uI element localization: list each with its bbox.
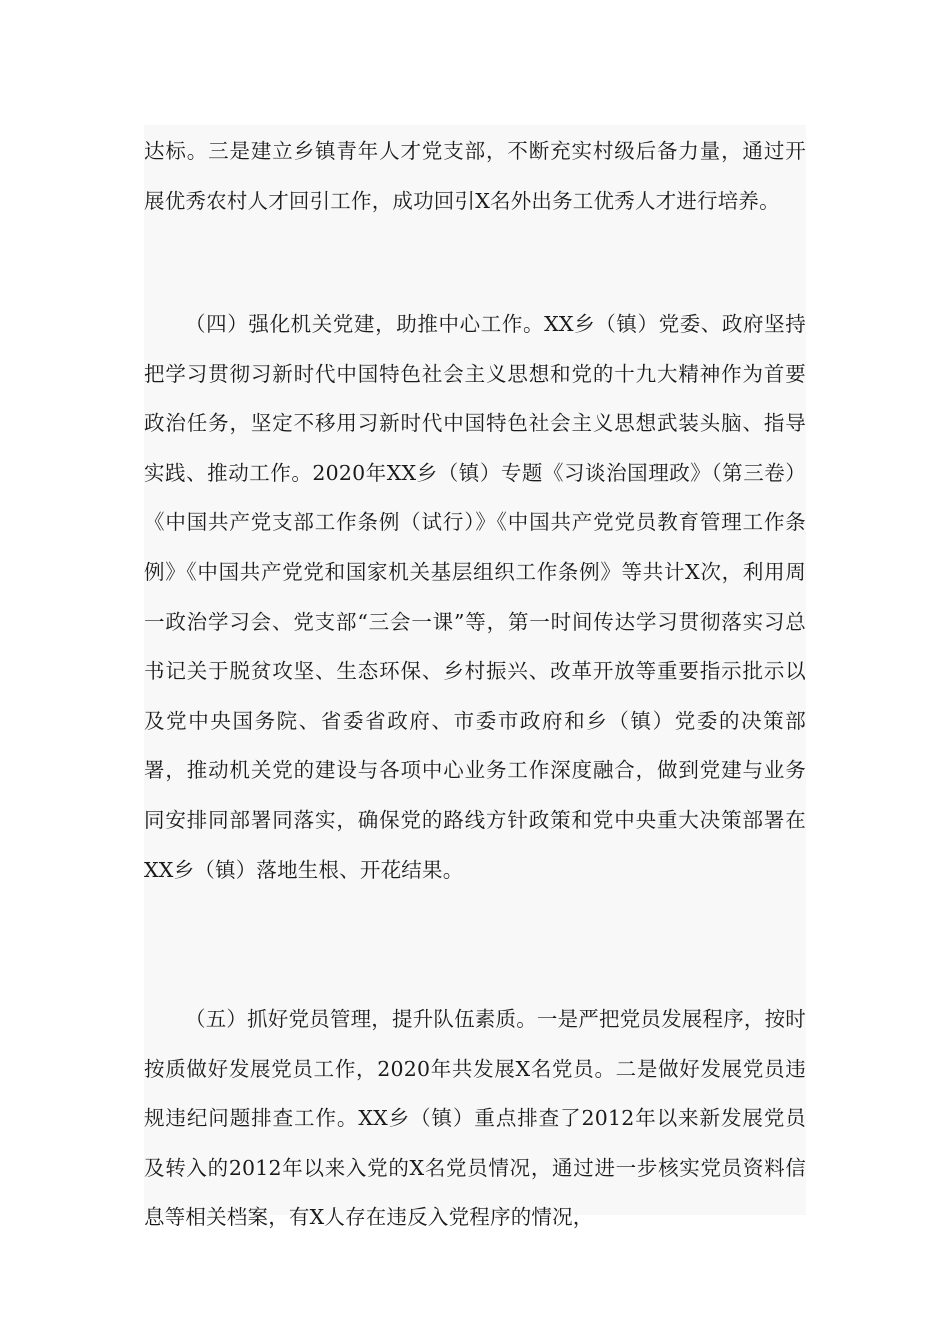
paragraph-2: （四）强化机关党建，助推中心工作。XX乡（镇）党委、政府坚持把学习贯彻习新时代中国特色社会主义思想和党的十九大精神作为首要政治任务，坚定不移用习新时代中国特色社会主义思想武装头脑、指导实践、推动工作。2020年XX乡（镇）专题《习谈治国理政》（第三卷）《中国共产党支部工作条例（试行）》《中国共产党党员教育管理工作条例》《中国共产党党和国家机关基层组织工作条例》等共计X次，利用周一政治学习会、党支部“三会一课”等，第一时间传达学习贯彻落实习总书记关于脱贫攻坚、生态环保、乡村振兴、改革开放等重要指示批示以及党中央国务院、省委省政府、市委市政府和乡（镇）党委的决策部署，推动机关党的建设与各项中心业务工作深度融合，做到党建与业务同安排同部署同落实，确保党的路线方针政策和党中央重大决策部署在XX乡（镇）落地生根、开花结果。 — [144, 312, 806, 882]
paragraph-1: 达标。三是建立乡镇青年人才党支部，不断充实村级后备力量，通过开展优秀农村人才回引工作，成功回引X名外出务工优秀人才进行培养。 — [144, 139, 806, 213]
paragraph-3: （五）抓好党员管理，提升队伍素质。一是严把党员发展程序，按时按质做好发展党员工作，2020年共发展X名党员。二是做好发展党员违规违纪问题排查工作。XX乡（镇）重点排查了2012年以来新发展党员及转入的2012年以来入党的X名党员情况，通过进一步核实党员资料信息等相关档案，有X人存在违反入党程序的情况， — [144, 1007, 806, 1230]
